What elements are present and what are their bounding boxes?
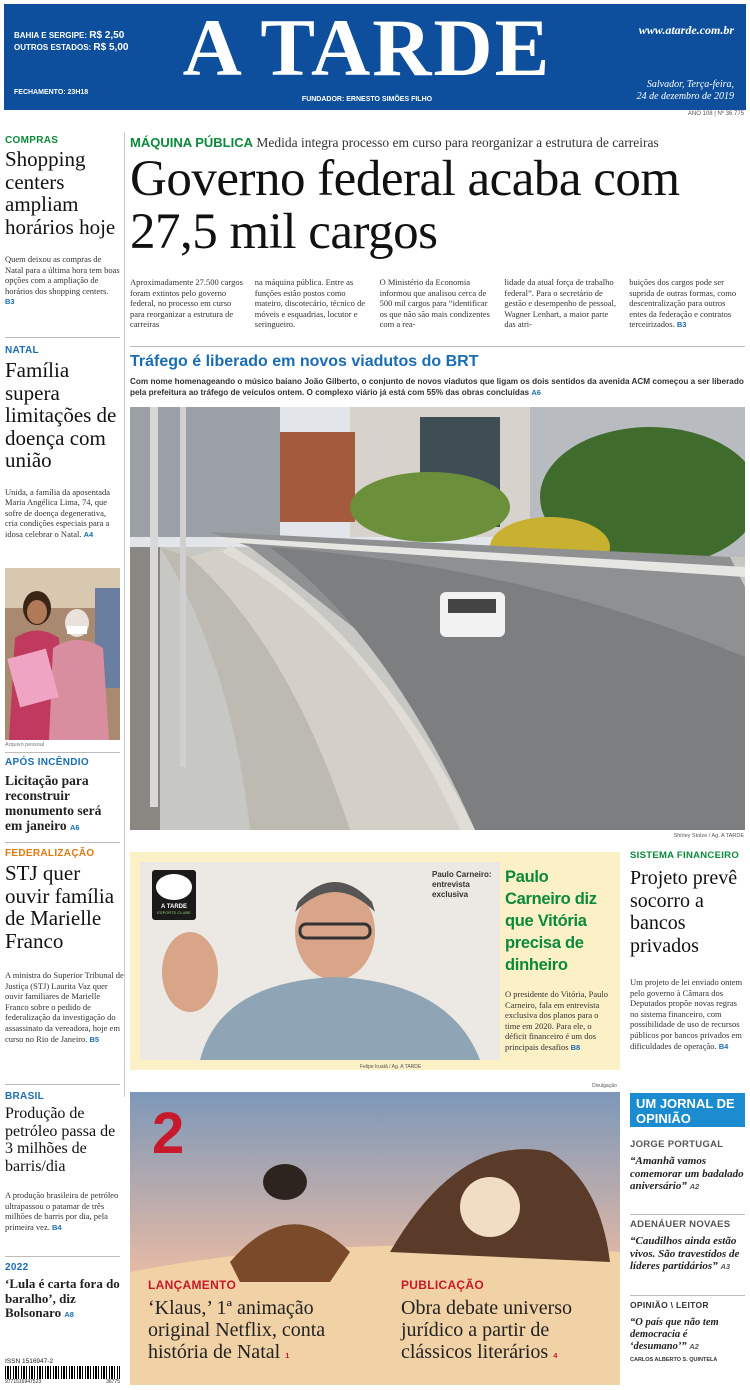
website-link[interactable]: www.atarde.com.br — [638, 23, 734, 37]
brt-headline[interactable]: Tráfego é liberado em novos viadutos do BRT — [130, 353, 479, 370]
headline[interactable]: ‘Lula é carta fora do baralho’, diz Bolsonaro A8 — [5, 1276, 120, 1320]
kicker: 2022 — [5, 1262, 29, 1273]
viaduct-photo — [130, 407, 745, 830]
reader-name: CARLOS ALBERTO S. QUINTELA — [630, 1357, 718, 1363]
story-federalizacao[interactable] — [5, 848, 125, 1045]
summary: Quem deixou as compras de Natal para a última hora tem boas opções com a ampliação de horários dos shopping centers. B3 — [5, 254, 120, 307]
headline[interactable]: Família supera limitações de doença com união — [5, 358, 117, 472]
columnist: JORGE PORTUGAL — [630, 1139, 724, 1150]
story-compras[interactable] — [5, 135, 120, 308]
founder-line: FUNDADOR: ERNESTO SIMÕES FILHO — [301, 96, 433, 103]
summary: Um projeto de lei enviado ontem pelo governo à Câmara dos Deputados propõe novas regras no sistema financeiro, com possibilidade de uso de recursos públicos por bancos privados em dificuldades de operação. B4 — [630, 977, 743, 1051]
date-block: Salvador, Terça-feira, 24 de dezembro de 2019 — [636, 79, 734, 102]
photo-credit: Felipe Iruatã / Ag. A TARDE — [360, 1064, 422, 1070]
kicker: NATAL — [5, 345, 39, 356]
summary: A ministra do Superior Tribunal de Justiça (STJ) Laurita Vaz quer ouvir familiares de Marielle Franco sobre o pedido de federalização da investigação do assassinato da vereadora, hoje em curso no Rio de Janeiro. B5 — [5, 970, 124, 1044]
cone-line — [230, 537, 231, 538]
opinion-box: UM JORNAL DE OPINIÃO — [630, 1093, 745, 1127]
headline[interactable]: STJ quer ouvir família de Marielle Franco — [5, 861, 115, 953]
headline[interactable]: Projeto prevê socorro a bancos privados — [630, 867, 738, 957]
opinion-leitor[interactable] — [630, 1300, 745, 1363]
photo-credit: Divulgação — [592, 1083, 617, 1089]
opinion-adenauer[interactable] — [630, 1219, 745, 1274]
sports-box[interactable] — [130, 852, 620, 1070]
lead-deck: MÁQUINA PÚBLICA Medida integra processo em curso para reorganizar a estrutura de carreiras — [130, 135, 659, 150]
story-natal[interactable] — [5, 345, 120, 540]
closing-time: FECHAMENTO: 23H18 — [14, 89, 89, 96]
brt-summary: Com nome homenageando o músico baiano João Gilberto, o conjunto de novos viadutos que ligam os dois sentidos da avenida ACM começou a ser liberado pela prefeitura ao tráfego de veículos ontem. O complexo viário já está com 55% das obras concluídas A6 — [130, 377, 744, 397]
caderno2-number: 2 — [152, 1101, 185, 1166]
kicker: APÓS INCÊNDIO — [5, 757, 89, 768]
edition-number: ANO 108 | Nº 36.775 — [687, 111, 744, 117]
photo-caption: Paulo Carneiro: entrevista exclusiva — [432, 870, 492, 899]
section: OPINIÃO \ LEITOR — [630, 1300, 709, 1310]
photo-credit: Shirley Stolze / Ag. A TARDE — [673, 833, 744, 839]
quote[interactable]: “Amanhã vamos comemorar um badalado aniversário” A2 — [630, 1155, 744, 1192]
story-sistema-financeiro[interactable] — [630, 850, 745, 1052]
photo-credit: Arquivo pessoal — [5, 742, 45, 748]
kicker: BRASIL — [5, 1091, 45, 1102]
kicker: LANÇAMENTO — [148, 1278, 237, 1292]
sports-headline[interactable]: Paulo Carneiro diz que Vitória precisa de dinheiro — [505, 868, 597, 974]
story-incendio[interactable] — [5, 757, 120, 835]
kicker: FEDERALIZAÇÃO — [5, 848, 95, 859]
family-photo — [5, 568, 120, 740]
newspaper-logo: A TARDE — [182, 2, 552, 93]
price-outros: OUTROS ESTADOS: R$ 5,00 — [14, 42, 129, 53]
masthead — [4, 4, 746, 110]
barcode: ISSN 1516947-2 9771516947523 36775 — [5, 1358, 120, 1385]
story-lula[interactable] — [5, 1262, 120, 1323]
kicker: PUBLICAÇÃO — [401, 1278, 484, 1292]
kicker: COMPRAS — [5, 135, 59, 146]
caderno2-box[interactable] — [130, 1092, 620, 1385]
opinion-jorge[interactable] — [630, 1139, 745, 1194]
headline[interactable]: Produção de petróleo passa de 3 milhões de barris/dia — [5, 1105, 116, 1175]
story-klaus[interactable] — [148, 1278, 358, 1367]
esporte-clube-badge: A TARDE ESPORTE CLUBE — [152, 870, 196, 920]
price-bahia: BAHIA E SERGIPE: R$ 2,50 — [14, 30, 125, 41]
brt-story[interactable] — [130, 353, 745, 398]
sports-summary: O presidente do Vitória, Paulo Carneiro, fala em entrevista exclusiva dos planos para o time em 2020. Para ele, o déficit financeiro é um dos principais desafios B8 — [505, 989, 608, 1052]
quote[interactable]: “O país que não tem democracia é ‘desumano’” A2 — [630, 1317, 719, 1352]
lead-story[interactable] — [130, 135, 745, 259]
summary: Unida, a família da aposentada Maria Angélica Lima, 74, que sofre de doença degenerativa, cria condições especiais para a idosa celebrar o Natal. A4 — [5, 486, 111, 539]
columnist: ADENÁUER NOVAES — [630, 1219, 731, 1230]
story-petroleo[interactable] — [5, 1091, 123, 1233]
headline[interactable]: Licitação para reconstruir monumento será em janeiro A6 — [5, 773, 102, 833]
headline[interactable]: Obra debate universo jurídico a partir de clássicos literários 4 — [401, 1297, 573, 1363]
lead-body: Aproximadamente 27.500 cargos foram extintos pelo governo federal, no processo em curso para reorganizar a estrutura de carreiras na máquina pública. Entre as funções estão postos como mateiro, discotecário, técnico de móveis e esquadrias, locutor e seringueiro. O Ministério da Economia informou que analisou cerca de 500 mil cargos para “identificar os que não são mais condizentes com a rea- lidade da atual força de trabalho federal”. Para o secretário de gestão e desempenho de pessoal, Wagner Lenhart, a maior parte das atri- buições dos cargos pode ser suprida de outras formas, como descentralização para outros entes da federação e contratos terceirizados. B3 — [130, 277, 737, 330]
summary: A produção brasileira de petróleo ultrapassou o patamar de três milhões de barris por dia, pela primeira vez. B4 — [5, 1190, 119, 1232]
headline[interactable]: Shopping centers ampliam horários hoje — [5, 147, 116, 239]
carneiro-photo — [140, 862, 500, 1060]
headline[interactable]: ‘Klaus,’ 1ª animação original Netflix, conta história de Natal 1 — [148, 1297, 326, 1363]
story-obra[interactable] — [401, 1278, 616, 1367]
quote[interactable]: “Caudilhos ainda estão vivos. São travestidos de líderes partidários” A3 — [630, 1235, 740, 1272]
lead-headline[interactable]: Governo federal acaba com 27,5 mil cargos — [130, 151, 680, 260]
kicker: SISTEMA FINANCEIRO — [630, 850, 740, 861]
